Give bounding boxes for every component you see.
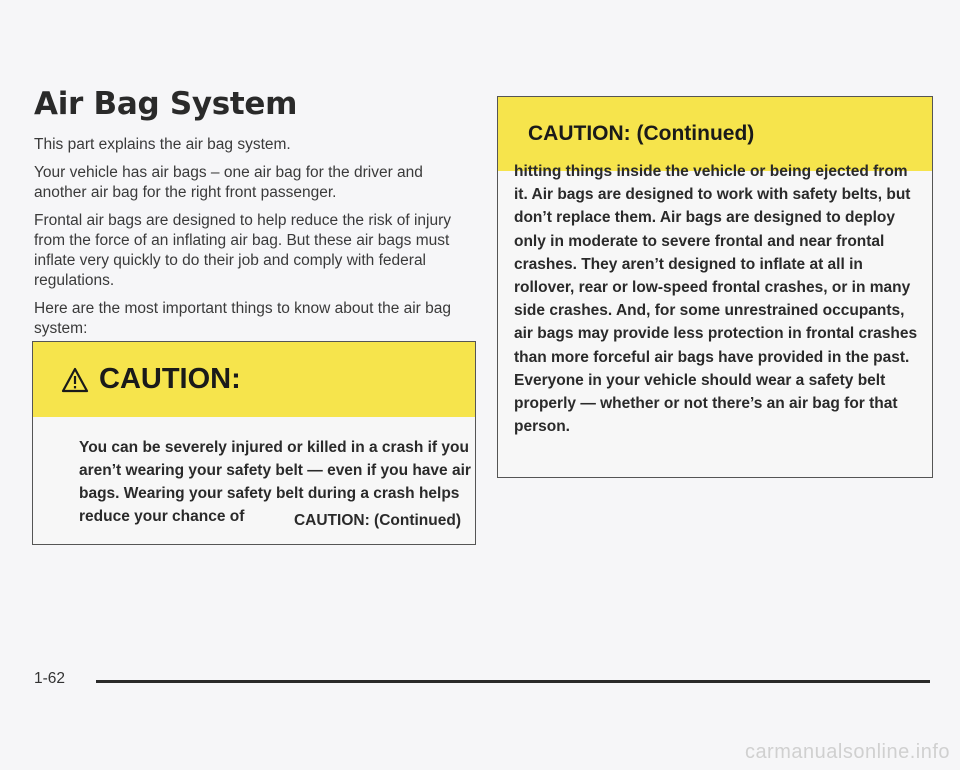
footer-divider — [96, 680, 930, 683]
watermark: carmanualsonline.info — [744, 741, 950, 763]
warning-triangle-icon — [61, 367, 89, 393]
paragraph: Here are the most important things to know about the air bag system: — [34, 300, 452, 337]
caution-body: You can be severely injured or killed in a crash if you aren’t wearing your safety belt — even if you have air bags. Wearing your safety belt during a crash helps reduce your chance of — [79, 439, 471, 525]
page-title: Air Bag System — [34, 86, 298, 122]
caution-continued-note: CAUTION: (Continued) — [293, 512, 461, 529]
paragraph: This part explains the air bag system. — [34, 136, 291, 153]
caution-banner — [33, 342, 475, 417]
caution-box — [32, 341, 476, 545]
caution-continued-body: hitting things inside the vehicle or being ejected from it. Air bags are designed to work with safety belts, but don’t replace them. Air bags are designed to deploy only in moderate to severe frontal and near frontal crashes. They aren’t designed to inflate at all in rollover, rear or low-speed frontal crashes, or in many side crashes. And, for some unrestrained occupants, air bags may provide less protection in frontal crashes than more forceful air bags have provided in the past. Everyone in your vehicle should wear a safety belt properly — whether or not there’s an air bag for that person. — [514, 163, 918, 436]
caution-label: CAUTION: — [99, 363, 241, 395]
paragraph: Frontal air bags are designed to help reduce the risk of injury from the force of an inflating air bag. But these air bags must inflate very quickly to do their job and comply with federal regulations. — [34, 212, 452, 289]
caution-continued-box — [497, 96, 933, 478]
caution-continued-label: CAUTION: (Continued) — [528, 122, 755, 145]
page-number: 1-62 — [34, 670, 66, 687]
paragraph: Your vehicle has air bags – one air bag for the driver and another air bag for the right front passenger. — [34, 164, 423, 201]
intro-text — [34, 135, 474, 347]
